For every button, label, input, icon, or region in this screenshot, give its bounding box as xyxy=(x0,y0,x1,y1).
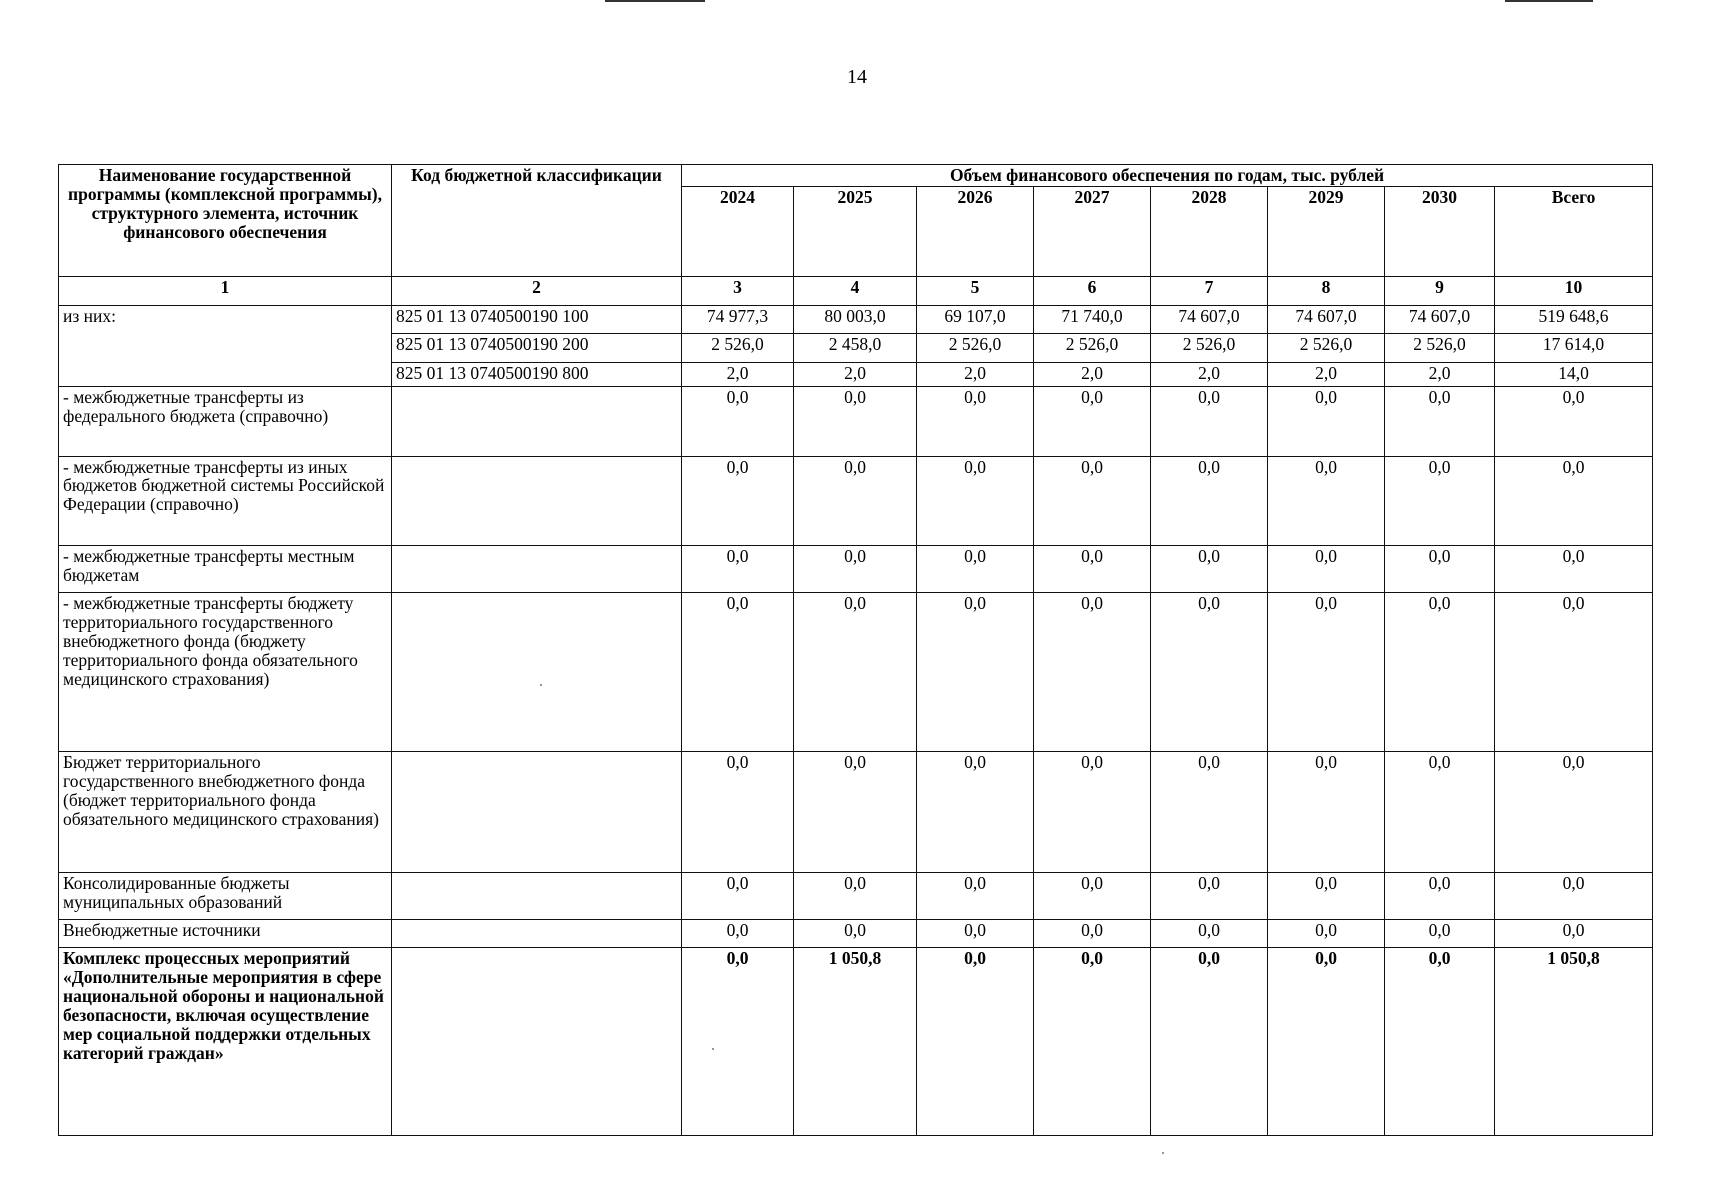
value-cell: 0,0 xyxy=(1385,948,1495,1136)
scan-edge-line xyxy=(1505,0,1593,2)
total-cell: 0,0 xyxy=(1495,593,1653,752)
budget-code xyxy=(392,546,682,593)
total-cell: 14,0 xyxy=(1495,362,1653,386)
row-name: Консолидированные бюджеты муниципальных образований xyxy=(59,872,392,919)
column-index: 2 xyxy=(392,277,682,306)
total-cell: 1 050,8 xyxy=(1495,948,1653,1136)
value-cell: 0,0 xyxy=(682,546,794,593)
value-cell: 2,0 xyxy=(682,362,794,386)
row-name: - межбюджетные трансферты из иных бюджетов бюджетной системы Российской Федерации (справочно) xyxy=(59,456,392,546)
value-cell: 0,0 xyxy=(794,546,917,593)
value-cell: 0,0 xyxy=(1268,948,1385,1136)
column-index: 7 xyxy=(1151,277,1268,306)
value-cell: 2 526,0 xyxy=(682,334,794,363)
budget-code xyxy=(392,456,682,546)
value-cell: 0,0 xyxy=(1385,752,1495,872)
total-cell: 0,0 xyxy=(1495,387,1653,456)
value-cell: 2,0 xyxy=(1385,362,1495,386)
scan-speck xyxy=(712,1048,714,1050)
value-cell: 0,0 xyxy=(1034,948,1151,1136)
value-cell: 0,0 xyxy=(682,593,794,752)
column-index: 10 xyxy=(1495,277,1653,306)
total-cell: 0,0 xyxy=(1495,546,1653,593)
header-year: 2030 xyxy=(1385,187,1495,277)
value-cell: 2 526,0 xyxy=(1268,334,1385,363)
value-cell: 0,0 xyxy=(1151,546,1268,593)
value-cell: 0,0 xyxy=(1034,456,1151,546)
value-cell: 0,0 xyxy=(794,593,917,752)
value-cell: 2 526,0 xyxy=(1151,334,1268,363)
header-code-column: Код бюджетной классификации xyxy=(392,165,682,277)
value-cell: 2 526,0 xyxy=(1385,334,1495,363)
column-index: 1 xyxy=(59,277,392,306)
value-cell: 0,0 xyxy=(917,387,1034,456)
value-cell: 0,0 xyxy=(794,456,917,546)
value-cell: 2 458,0 xyxy=(794,334,917,363)
row-name: - межбюджетные трансферты местным бюджетам xyxy=(59,546,392,593)
value-cell: 0,0 xyxy=(1385,872,1495,919)
value-cell: 69 107,0 xyxy=(917,305,1034,334)
budget-code xyxy=(392,919,682,948)
table-row xyxy=(59,948,1653,1136)
row-name: - межбюджетные трансферты из федерального бюджета (справочно) xyxy=(59,387,392,456)
header-year: 2025 xyxy=(794,187,917,277)
budget-code xyxy=(392,872,682,919)
value-cell: 2,0 xyxy=(917,362,1034,386)
value-cell: 0,0 xyxy=(682,387,794,456)
column-index: 9 xyxy=(1385,277,1495,306)
value-cell: 0,0 xyxy=(917,919,1034,948)
row-name: Внебюджетные источники xyxy=(59,919,392,948)
value-cell: 80 003,0 xyxy=(794,305,917,334)
value-cell: 0,0 xyxy=(1034,919,1151,948)
total-cell: 0,0 xyxy=(1495,919,1653,948)
value-cell: 0,0 xyxy=(917,456,1034,546)
budget-code: 825 01 13 0740500190 200 xyxy=(392,334,682,363)
column-index: 3 xyxy=(682,277,794,306)
column-index: 6 xyxy=(1034,277,1151,306)
budget-code xyxy=(392,752,682,872)
value-cell: 0,0 xyxy=(1034,387,1151,456)
value-cell: 74 607,0 xyxy=(1385,305,1495,334)
value-cell: 2,0 xyxy=(1034,362,1151,386)
header-year: 2027 xyxy=(1034,187,1151,277)
header-volume-group: Объем финансового обеспечения по годам, тыс. рублей xyxy=(682,165,1653,187)
budget-table xyxy=(58,164,1653,1136)
value-cell: 0,0 xyxy=(1268,919,1385,948)
budget-table-sheet xyxy=(58,164,1652,1136)
value-cell: 0,0 xyxy=(1151,872,1268,919)
table-row xyxy=(59,305,1653,334)
scan-speck xyxy=(1162,1152,1164,1154)
value-cell: 0,0 xyxy=(1268,387,1385,456)
value-cell: 0,0 xyxy=(1385,546,1495,593)
value-cell: 0,0 xyxy=(1385,456,1495,546)
table-row xyxy=(59,546,1653,593)
value-cell: 2 526,0 xyxy=(917,334,1034,363)
value-cell: 0,0 xyxy=(1268,752,1385,872)
value-cell: 0,0 xyxy=(682,919,794,948)
header-year: 2029 xyxy=(1268,187,1385,277)
value-cell: 2 526,0 xyxy=(1034,334,1151,363)
row-name: из них: xyxy=(59,305,392,387)
column-index: 4 xyxy=(794,277,917,306)
value-cell: 71 740,0 xyxy=(1034,305,1151,334)
value-cell: 2,0 xyxy=(1268,362,1385,386)
value-cell: 0,0 xyxy=(1034,872,1151,919)
value-cell: 0,0 xyxy=(1268,872,1385,919)
total-cell: 0,0 xyxy=(1495,752,1653,872)
budget-code: 825 01 13 0740500190 800 xyxy=(392,362,682,386)
table-row xyxy=(59,593,1653,752)
row-name: - межбюджетные трансферты бюджету территориального государственного внебюджетного фонда (бюджету территориального фонда обязательного медицинского страхования) xyxy=(59,593,392,752)
value-cell: 0,0 xyxy=(682,456,794,546)
value-cell: 74 977,3 xyxy=(682,305,794,334)
value-cell: 1 050,8 xyxy=(794,948,917,1136)
value-cell: 0,0 xyxy=(682,752,794,872)
value-cell: 0,0 xyxy=(794,919,917,948)
value-cell: 0,0 xyxy=(917,752,1034,872)
value-cell: 0,0 xyxy=(1385,919,1495,948)
table-row xyxy=(59,456,1653,546)
value-cell: 0,0 xyxy=(917,948,1034,1136)
value-cell: 0,0 xyxy=(1151,456,1268,546)
budget-code xyxy=(392,387,682,456)
page-number: 14 xyxy=(847,66,867,88)
value-cell: 0,0 xyxy=(1151,387,1268,456)
budget-code xyxy=(392,948,682,1136)
value-cell: 0,0 xyxy=(1034,546,1151,593)
value-cell: 74 607,0 xyxy=(1268,305,1385,334)
value-cell: 0,0 xyxy=(1385,593,1495,752)
header-year: 2028 xyxy=(1151,187,1268,277)
value-cell: 0,0 xyxy=(682,872,794,919)
value-cell: 0,0 xyxy=(1034,593,1151,752)
value-cell: 0,0 xyxy=(1151,948,1268,1136)
table-row xyxy=(59,919,1653,948)
value-cell: 0,0 xyxy=(917,546,1034,593)
scan-edge-line xyxy=(605,0,705,2)
total-cell: 519 648,6 xyxy=(1495,305,1653,334)
row-name: Бюджет территориального государственного внебюджетного фонда (бюджет территориального фонда обязательного медицинского страхования) xyxy=(59,752,392,872)
total-cell: 17 614,0 xyxy=(1495,334,1653,363)
value-cell: 0,0 xyxy=(794,872,917,919)
value-cell: 0,0 xyxy=(1151,752,1268,872)
table-row xyxy=(59,872,1653,919)
value-cell: 0,0 xyxy=(794,752,917,872)
value-cell: 0,0 xyxy=(794,387,917,456)
header-name-column: Наименование государственной программы (комплексной программы), структурного элемента, источник финансового обеспечения xyxy=(59,165,392,277)
value-cell: 0,0 xyxy=(682,948,794,1136)
budget-code: 825 01 13 0740500190 100 xyxy=(392,305,682,334)
value-cell: 2,0 xyxy=(1151,362,1268,386)
value-cell: 0,0 xyxy=(917,872,1034,919)
column-index: 5 xyxy=(917,277,1034,306)
value-cell: 0,0 xyxy=(1268,546,1385,593)
header-year: 2024 xyxy=(682,187,794,277)
value-cell: 0,0 xyxy=(1268,593,1385,752)
header-total: Всего xyxy=(1495,187,1653,277)
value-cell: 0,0 xyxy=(1385,387,1495,456)
row-name: Комплекс процессных мероприятий «Дополнительные мероприятия в сфере национальной обороны и национальной безопасности, включая осуществление мер социальной поддержки отдельных категорий граждан» xyxy=(59,948,392,1136)
total-cell: 0,0 xyxy=(1495,872,1653,919)
value-cell: 0,0 xyxy=(1034,752,1151,872)
value-cell: 0,0 xyxy=(1151,919,1268,948)
value-cell: 2,0 xyxy=(794,362,917,386)
budget-code xyxy=(392,593,682,752)
value-cell: 0,0 xyxy=(917,593,1034,752)
column-index: 8 xyxy=(1268,277,1385,306)
value-cell: 0,0 xyxy=(1268,456,1385,546)
table-row xyxy=(59,752,1653,872)
header-year: 2026 xyxy=(917,187,1034,277)
table-row xyxy=(59,387,1653,456)
total-cell: 0,0 xyxy=(1495,456,1653,546)
value-cell: 0,0 xyxy=(1151,593,1268,752)
scan-speck xyxy=(540,684,542,686)
value-cell: 74 607,0 xyxy=(1151,305,1268,334)
